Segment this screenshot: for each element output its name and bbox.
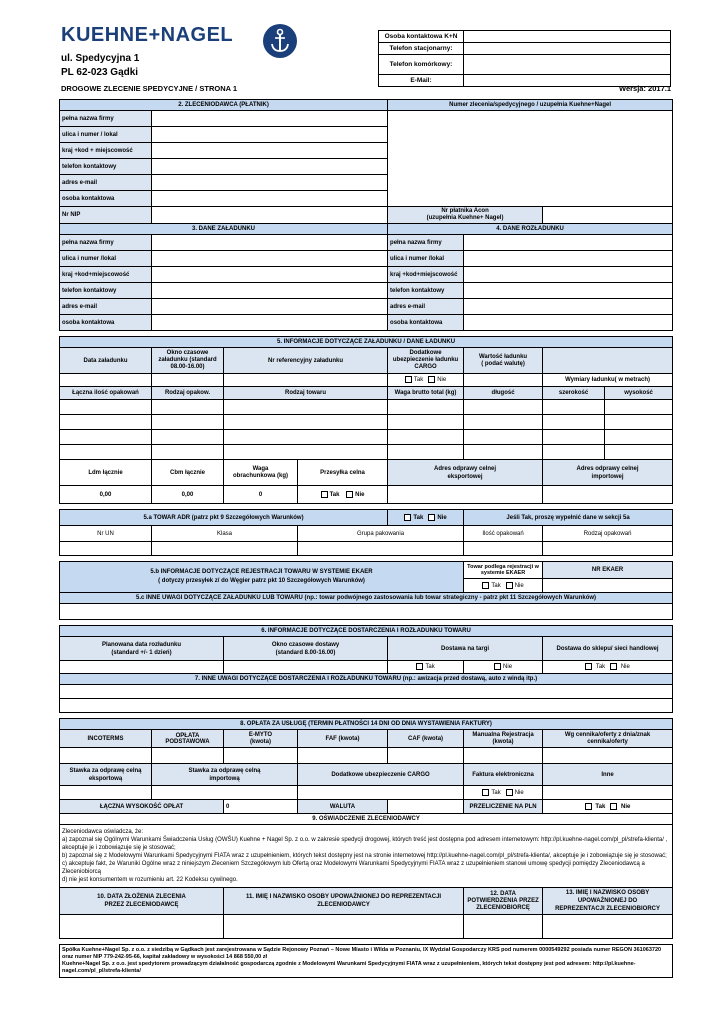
s2-label: pełna nazwa firmy [60, 111, 152, 127]
contact-person-field[interactable] [464, 31, 671, 43]
s3-field[interactable] [152, 251, 388, 267]
cargo-cell[interactable] [464, 415, 543, 430]
price-list-label: cennika/oferty [587, 738, 628, 745]
length-label: długość [464, 387, 543, 400]
cargo-cell[interactable] [543, 430, 605, 445]
cargo-cell[interactable] [60, 415, 152, 430]
cargo-insurance-label: CARGO [414, 364, 437, 370]
fee-cell[interactable] [543, 748, 673, 764]
adr-yes-checkbox[interactable] [404, 514, 411, 521]
cargo-cell[interactable] [388, 400, 464, 415]
cbm-label: Cbm łącznie [152, 460, 224, 486]
adr-package-type-label: Rodzaj opakowań [543, 526, 673, 542]
cargo-insurance-label: ubezpieczenie ładunku [392, 357, 459, 363]
cargo-value-field[interactable] [464, 374, 543, 387]
checkbox-label: Nie [621, 804, 631, 811]
confirm-date-label: ZLECENIOBIORCĘ [476, 904, 530, 911]
s3-field[interactable] [152, 315, 388, 331]
loading-window-field[interactable] [152, 374, 224, 387]
cargo-cell[interactable] [605, 415, 673, 430]
order-number-title: Numer zlecenia/spedycyjnego / uzupełnia Kuehne+Nagel [388, 100, 673, 111]
checkbox-label: Tak [595, 664, 606, 671]
loading-date-field[interactable] [60, 374, 152, 387]
un-number-label: Nr UN [60, 526, 152, 542]
chargeable-weight-value: 0 [224, 486, 298, 504]
cargo-cell[interactable] [543, 415, 605, 430]
s4-field[interactable] [464, 283, 673, 299]
s2-field[interactable] [152, 127, 388, 143]
total-fees-value: 0 [224, 800, 298, 814]
cargo-cell[interactable] [605, 445, 673, 460]
s2-field[interactable] [152, 143, 388, 159]
checkbox-label: Tak [425, 664, 435, 671]
s4-label: ulica i numer /lokal [388, 251, 464, 267]
acon-field[interactable] [543, 207, 673, 224]
s2-field[interactable] [152, 191, 388, 207]
fee-cell[interactable] [388, 748, 464, 764]
s3-label: telefon kontaktowy [60, 283, 152, 299]
contractor-rep-label: 13. IMIĘ I NAZWISKO OSOBY UPOWAŻNIONEJ DO [565, 890, 650, 904]
address-line-1: ul. Spedycyjna 1 [61, 53, 140, 64]
s4-field[interactable] [464, 267, 673, 283]
s4-label: telefon kontaktowy [388, 283, 464, 299]
client-rep-field[interactable] [224, 915, 464, 939]
cargo-cell[interactable] [60, 400, 152, 415]
adr-no-checkbox[interactable] [428, 514, 435, 521]
cargo-insurance-no-checkbox[interactable] [428, 376, 435, 383]
adr-class-label: Klasa [152, 526, 298, 542]
fee-cell[interactable] [60, 786, 152, 800]
s2-label: telefon kontaktowy [60, 159, 152, 175]
currency-label: WALUTA [298, 800, 388, 814]
contractor-rep-label: REPREZENTACJI ZLECENIOBIORCY [555, 906, 660, 912]
confirm-date-field[interactable] [464, 915, 543, 939]
export-customs-fee-label: Stawka za odprawę celną [69, 767, 142, 774]
unloading-date-label: (standard +/- 1 dzień) [111, 649, 172, 656]
cargo-cell[interactable] [388, 430, 464, 445]
cargo-cell[interactable] [543, 445, 605, 460]
section-9-title: 9. OŚWIADCZENIE ZLECENIODAWCY [60, 814, 673, 825]
cargo-value-label: ( podać walutę) [481, 360, 525, 367]
cbm-value: 0,00 [152, 486, 224, 504]
landline-field[interactable] [464, 43, 671, 55]
fee-cell[interactable] [464, 748, 543, 764]
fee-cell[interactable] [152, 748, 224, 764]
s2-label: ulica i numer / lokal [60, 127, 152, 143]
height-label: wysokość [605, 387, 673, 400]
checkbox-label: Nie [514, 583, 524, 590]
declaration-line: a) zapoznał się Ogólnymi Warunkami Świadczenia Usług (OWŚU) Kuehne + Nagel Sp. z o.o. w zakresie spedycji drogowej, których treść jest dostępna pod adresem internetowym: http://pl.kuehne-nagel.com/pl_pl/strefa-klienta/ , akceptuje je i zobowiązuje się je stosować; [62, 837, 668, 851]
s3-label: kraj +kod+miejscowość [60, 267, 152, 283]
fair-delivery-label: Dostawa na targi [388, 637, 543, 661]
loading-ref-field[interactable] [224, 374, 388, 387]
section-7-field[interactable] [60, 685, 673, 699]
checkbox-label: Nie [620, 664, 630, 671]
checkbox-label: Nie [503, 664, 513, 671]
s3-field[interactable] [152, 299, 388, 315]
s2-field[interactable] [152, 175, 388, 191]
checkbox-label: Nie [514, 790, 524, 797]
s3-label: osoba kontaktowa [60, 315, 152, 331]
ekaer-yes-checkbox[interactable] [482, 582, 489, 589]
adr-note: Jeśli Tak, proszę wypełnić dane w sekcji 5a [464, 510, 673, 526]
checkbox-label: Tak [491, 583, 501, 590]
declaration-line: Zleceniodawca oświadcza, że: [62, 829, 144, 835]
import-customs-label: Adres odprawy celnej [576, 465, 639, 472]
cargo-cell[interactable] [224, 400, 388, 415]
section-3-title: 3. DANE ZAŁADUNKU [60, 224, 388, 235]
incoterms-label: INCOTERMS [60, 730, 152, 748]
fee-cell[interactable] [298, 786, 464, 800]
checkbox-label: Tak [595, 804, 606, 811]
mobile-label: Telefon komórkowy: [379, 55, 464, 75]
client-rep-label: ZLECENIODAWCY [317, 902, 370, 908]
import-customs-label: importowej [591, 473, 624, 480]
s3-field[interactable] [152, 283, 388, 299]
contractor-rep-field[interactable] [543, 915, 673, 939]
fair-yes-checkbox[interactable] [416, 663, 423, 670]
dimensions-label: Wymiary ładunku( w metrach) [543, 374, 673, 387]
contact-person-label: Osoba kontaktowa K+N [379, 31, 464, 43]
cargo-cell[interactable] [543, 400, 605, 415]
import-customs-field[interactable] [543, 486, 673, 504]
export-customs-fee-label: eksportową [88, 775, 123, 782]
emyto-label: E-MYTO [248, 731, 273, 738]
e-invoice-yes-checkbox[interactable] [482, 789, 489, 796]
loading-window-label: Okno czasowe [166, 350, 209, 356]
pln-yes-checkbox[interactable] [585, 803, 592, 810]
e-invoice-label: Faktura elektroniczna [464, 764, 543, 786]
adr-cell[interactable] [298, 542, 464, 556]
emyto-label: (kwota) [250, 738, 271, 745]
section-7-field[interactable] [60, 699, 673, 713]
s2-label: osoba kontaktowa [60, 191, 152, 207]
adr-cell[interactable] [464, 542, 543, 556]
cargo-value-label: Wartość ładunku [478, 353, 528, 360]
declaration-line: b) zapoznał się z Modelowymi Warunkami Spedycyjnymi FIATA wraz z uzupełnieniem, których tekst dostępny jest na stronie internetowej http://pl.kuehne-nagel.com/pl_pl/strefa-klienta/, akceptuje je i zobowiązuje się je stosować; [62, 853, 667, 859]
delivery-window-label: (standard 8.00-16.00) [275, 649, 336, 656]
delivery-window-label: Okno czasowe dostawy [271, 641, 340, 648]
loading-window-label: 08.00-16.00) [170, 364, 205, 370]
confirm-date-label: 12. DATA [490, 890, 516, 897]
company-logo: KUEHNE+NAGEL [61, 24, 234, 46]
checkbox-label: Nie [437, 377, 447, 384]
package-type-label: Rodzaj opakow. [152, 387, 224, 400]
cargo-cell[interactable] [388, 415, 464, 430]
footer-line: Spółka Kuehne+Nagel Sp. z o.o. z siedzibą w Gądkach jest zarejestrowana w Sądzie Rejonowy Poznań – Nowe Miasto i Wilda w Poznaniu, IX Wydział Gospodarczy KRS pod numerem 0000549292 posiada numer REGON 361063720 oraz numer NIP 779-242-95-66, kapitał zakładowy w wysokości 14 868 550,00 zł [62, 947, 662, 960]
shop-yes-checkbox[interactable] [585, 663, 592, 670]
import-customs-fee-label: Stawka za odprawę celną [188, 767, 261, 774]
section-6-title: 6. INFORMACJE DOTYCZĄCE DOSTARCZENIA I ROZŁADUNKU TOWARU [60, 626, 673, 637]
price-list-label: Wg cennika/oferty z dnia/znak [564, 731, 651, 738]
section-8-title: 8. OPŁATA ZA USŁUGĘ (TERMIN PŁATNOŚCI 14 DNI OD DNIA WYSTAWIENIA FAKTURY) [60, 719, 673, 730]
section-5b-subtitle: ( dotyczy przesyłek z/ do Węgier patrz pkt 10 Szczegółowych Warunków) [158, 578, 365, 584]
goods-type-label: Rodzaj towaru [224, 387, 388, 400]
s4-field[interactable] [464, 315, 673, 331]
export-customs-label: eksportowej [447, 473, 483, 480]
section-7-title: 7. INNE UWAGI DOTYCZĄCE DOSTARCZENIA I ROZŁADUNKU TOWARU (np.: awizacja przed dostawą, auto z windą itp.) [60, 674, 673, 685]
address-line-2: PL 62-023 Gądki [61, 67, 139, 78]
delivery-window-field[interactable] [224, 661, 388, 674]
chargeable-weight-label: obrachunkowa (kg) [232, 472, 288, 479]
cargo-cell[interactable] [464, 445, 543, 460]
loading-date-label: Data załadunku [60, 348, 152, 374]
client-rep-label: 11. IMIĘ I NAZWISKO OSOBY UPOWAŻNIONEJ DO REPREZENTACJI [245, 894, 442, 900]
adr-cell[interactable] [543, 542, 673, 556]
checkbox-label: Tak [413, 515, 424, 522]
document-title: DROGOWE ZLECENIE SPEDYCYJNE / STRONA 1 [61, 84, 237, 93]
section-5-title: 5. INFORMACJE DOTYCZĄCE ZAŁADUNKU / DANE ŁADUNKU [60, 337, 673, 348]
order-date-label: PRZEZ ZLECENIODAWCĘ [104, 902, 179, 908]
section-5c-title: 5.c INNE UWAGI DOTYCZĄCE ZAŁADUNKU LUB TOWARU (np.: towar podwójnego zastosowania lub towar strategiczny - patrz pkt 11 Szczegółowych Warunków) [60, 593, 673, 604]
cargo-cell[interactable] [464, 430, 543, 445]
cargo-cell[interactable] [152, 445, 224, 460]
fee-cell[interactable] [152, 786, 298, 800]
s4-field[interactable] [464, 251, 673, 267]
fee-cell[interactable] [60, 748, 152, 764]
adr-cell[interactable] [60, 542, 152, 556]
fee-cell[interactable] [224, 748, 298, 764]
s2-field[interactable] [152, 111, 388, 127]
anchor-icon [262, 23, 298, 59]
adr-cell[interactable] [152, 542, 298, 556]
version-label: Wersja: 2017.1 [619, 84, 671, 93]
fee-cell[interactable] [543, 786, 673, 800]
checkbox-label: Tak [413, 377, 424, 384]
email-label: E-Mail: [379, 75, 464, 87]
cargo-insurance-label: Dodatkowe [409, 350, 442, 356]
ldm-label: Ldm łącznie [60, 460, 152, 486]
s2-label: adres e-mail [60, 175, 152, 191]
declaration-line: c) akceptuje fakt, że Waruniki Ogólne wraz z niniejszym Zleceniem Szczegółowym lub Ofertą oraz Modelowymi Warunkami Spedycyjnymi FIATA wraz z uzupełnieniem stanowi umowę spedycji pomiędzy Zleceniodawcą a Zleceniobiorcą [62, 861, 645, 875]
checkbox-label: Tak [491, 790, 501, 797]
cargo-cell[interactable] [152, 430, 224, 445]
order-form [59, 99, 673, 978]
packing-group-label: Grupa pakowania [298, 526, 464, 542]
manual-registration-label: Manualna Rejestracja [472, 731, 534, 738]
fair-no-checkbox[interactable] [494, 663, 501, 670]
section-2-title: 2. ZLECENIODAWCA (PŁATNIK) [60, 100, 388, 111]
section-5b-title: 5.b INFORMACJE DOTYCZĄCE REJESTRACJI TOWARU W SYSTEMIE EKAER [150, 569, 373, 575]
checkbox-label: Tak [329, 492, 340, 499]
pln-conversion-label: PRZELICZENIE NA PLN [464, 800, 543, 814]
declaration-line: d) nie jest konsumentem w rozumieniu art. 22 Kodeksu cywilnego. [62, 877, 238, 883]
order-date-label: 10. DATA ZŁOŻENIA ZLECENIA [97, 894, 186, 900]
s3-field[interactable] [152, 235, 388, 251]
s4-label: osoba kontaktowa [388, 315, 464, 331]
cargo-cell[interactable] [60, 430, 152, 445]
section-5c-field[interactable] [60, 604, 673, 620]
ekaer-no-checkbox[interactable] [506, 582, 513, 589]
s2-label: kraj +kod + miejscowość [60, 143, 152, 159]
loading-ref-label: Nr referencyjny załadunku [224, 348, 388, 374]
other-label: Inne [543, 764, 673, 786]
fee-cell[interactable] [298, 748, 388, 764]
chargeable-weight-label: Waga [252, 465, 269, 472]
checkbox-label: Nie [355, 492, 365, 499]
cargo-insurance-yes-checkbox[interactable] [405, 376, 412, 383]
s4-label: pełna nazwa firmy [388, 235, 464, 251]
cargo-cell[interactable] [224, 445, 388, 460]
import-customs-fee-label: importową [209, 775, 240, 782]
base-fee-label: OPŁATA PODSTAWOWA [152, 730, 224, 748]
ekaer-number-field[interactable] [543, 579, 673, 593]
s3-label: ulica i numer /lokal [60, 251, 152, 267]
footer-line: Kuehne+Nagel Sp. z o.o. jest spedytorem prowadzącym działalność gospodarczą zgodnie z Modelowymi Warunkami Spedycyjnymi FIATA wraz z uzupełnieniem, których tekst dostępny jest pod adresem: http://pl.kuehne-nagel.com/pl_pl/strefa-klienta/ [62, 961, 636, 974]
cargo-cell[interactable] [605, 430, 673, 445]
contact-table [378, 30, 671, 87]
s3-label: adres e-mail [60, 299, 152, 315]
order-date-field[interactable] [60, 915, 224, 939]
currency-field[interactable] [388, 800, 464, 814]
nip-label: Nr NIP [60, 207, 152, 224]
checkbox-label: Nie [437, 515, 447, 522]
cargo-cell[interactable] [224, 430, 388, 445]
extra-cargo-insurance-label: Dodatkowe ubezpieczenie CARGO [298, 764, 464, 786]
s3-label: pełna nazwa firmy [60, 235, 152, 251]
section-5a-title: 5.a TOWAR ADR (patrz pkt 9 Szczegółowych Warunków) [60, 510, 388, 526]
export-customs-label: Adres odprawy celnej [434, 465, 497, 472]
unloading-date-label: Planowana data rozładunku [101, 641, 181, 648]
s4-field[interactable] [464, 299, 673, 315]
pln-no-checkbox[interactable] [610, 803, 617, 810]
acon-label: Nr płatnika Acon [441, 208, 489, 214]
shop-delivery-label: Dostawa do sklepu/ sieci handlowej [543, 637, 673, 661]
cargo-cell[interactable] [224, 415, 388, 430]
customs-no-checkbox[interactable] [346, 491, 353, 498]
adr-packages-label: Ilość opakowań [464, 526, 543, 542]
mobile-field[interactable] [464, 55, 671, 75]
export-customs-field[interactable] [388, 486, 543, 504]
packages-count-label: Łączna ilość opakowań [60, 387, 152, 400]
s4-field[interactable] [464, 235, 673, 251]
confirm-date-label: POTWIERDZENIA PRZEZ [467, 897, 539, 904]
shop-no-checkbox[interactable] [610, 663, 617, 670]
nip-field[interactable] [152, 207, 388, 224]
loading-window-label: załadunku (standard [158, 357, 217, 363]
s4-label: adres e-mail [388, 299, 464, 315]
s3-field[interactable] [152, 267, 388, 283]
cargo-cell[interactable] [464, 400, 543, 415]
cargo-cell[interactable] [60, 445, 152, 460]
s4-label: kraj +kod+miejscowość [388, 267, 464, 283]
order-number-field[interactable] [388, 111, 673, 207]
width-label: szerokość [543, 387, 605, 400]
caf-label: CAF (kwota) [388, 730, 464, 748]
customs-shipment-label: Przesyłka celna [298, 460, 388, 486]
faf-label: FAF (kwota) [298, 730, 388, 748]
landline-label: Telefon stacjonarny: [379, 43, 464, 55]
s2-field[interactable] [152, 159, 388, 175]
ekaer-required-label: Towar podlega rejestracji w systemie EKAER [464, 562, 543, 579]
cargo-cell[interactable] [388, 445, 464, 460]
gross-weight-label: Waga brutto total (kg) [388, 387, 464, 400]
e-invoice-no-checkbox[interactable] [506, 789, 513, 796]
ldm-value: 0,00 [60, 486, 152, 504]
customs-yes-checkbox[interactable] [321, 491, 328, 498]
unloading-date-field[interactable] [60, 661, 224, 674]
cargo-cell[interactable] [605, 400, 673, 415]
manual-registration-label: (kwota) [492, 738, 514, 745]
acon-note: (uzupełnia Kuehne+ Nagel) [426, 215, 504, 221]
cargo-cell[interactable] [152, 400, 224, 415]
ekaer-number-label: NR EKAER [543, 562, 673, 579]
cargo-cell[interactable] [152, 415, 224, 430]
total-fees-label: ŁĄCZNA WYSOKOŚĆ OPŁAT [60, 800, 224, 814]
section-4-title: 4. DANE ROZŁADUNKU [388, 224, 673, 235]
